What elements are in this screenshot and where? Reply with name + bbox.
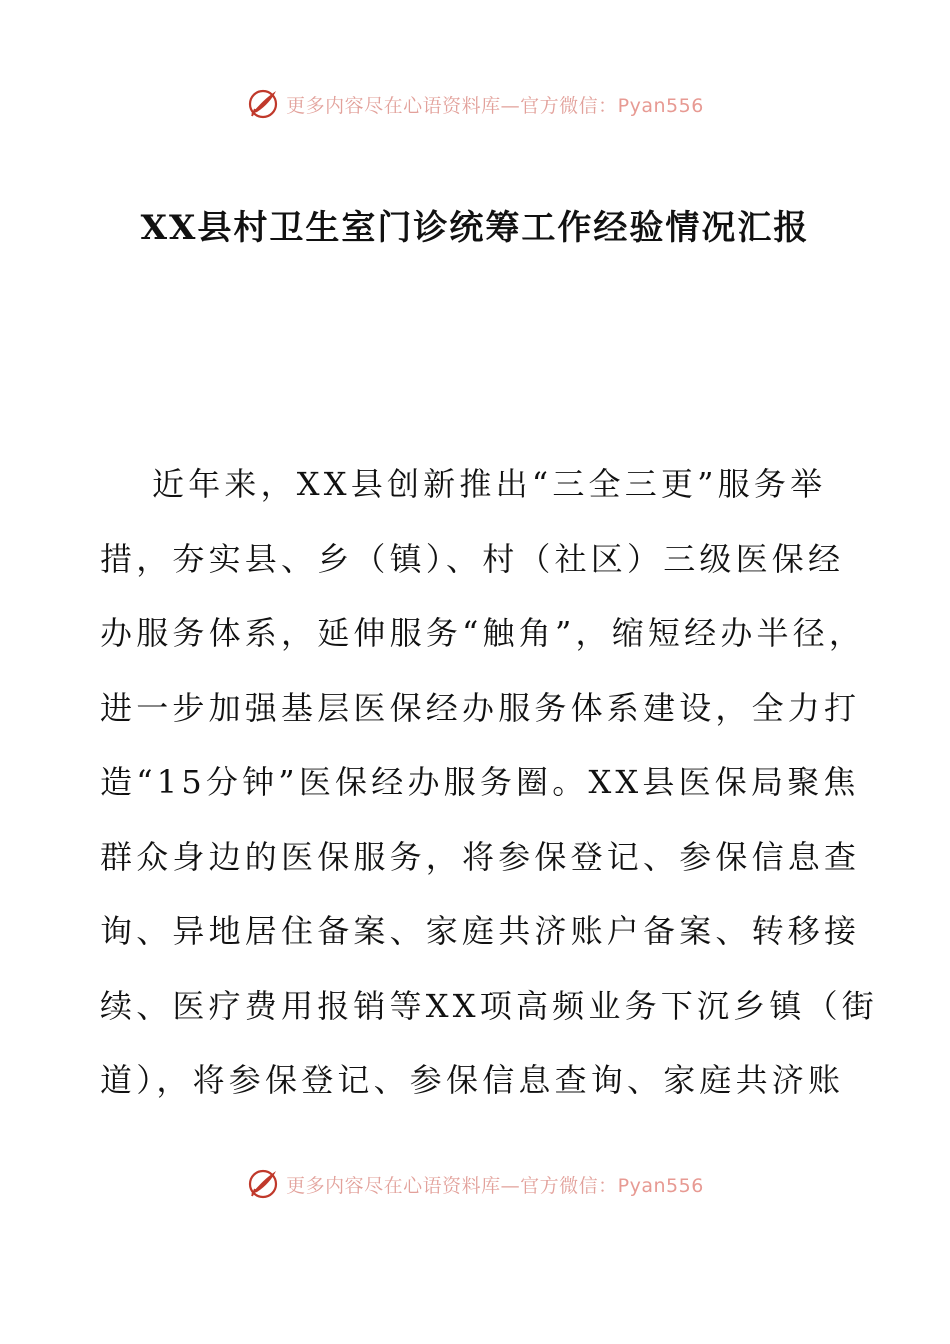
document-title: XX县村卫生室门诊统筹工作经验情况汇报 <box>140 208 810 248</box>
paragraph-line: 续、医疗费用报销等XX项高频业务下沉乡镇（街 <box>100 986 878 1025</box>
watermark-text: 更多内容尽在心语资料库—官方微信：Pyan556 <box>286 1174 704 1197</box>
paragraph-line: 群众身边的医保服务，将参保登记、参保信息查 <box>100 837 861 876</box>
watermark-text: 更多内容尽在心语资料库—官方微信：Pyan556 <box>286 94 704 117</box>
paragraph-line: 办服务体系，延伸服务“触角”，缩短经办半径， <box>100 614 866 652</box>
quill-pen-logo-icon <box>246 1167 280 1201</box>
paragraph-line: 造“15分钟”医保经办服务圈。XX县医保局聚焦 <box>100 763 860 801</box>
paragraph-line: 近年来，XX县创新推出“三全三更”服务举 <box>152 465 827 503</box>
header-watermark <box>0 84 950 124</box>
paragraph-line: 道），将参保登记、参保信息查询、家庭共济账 <box>100 1061 845 1099</box>
paragraph-line: 措，夯实县、乡（镇）、村（社区）三级医保经 <box>100 539 845 578</box>
footer-watermark <box>0 1164 950 1204</box>
paragraph-line: 进一步加强基层医保经办服务体系建设，全力打 <box>100 688 861 727</box>
paragraph-line: 询、异地居住备案、家庭共济账户备案、转移接 <box>100 912 861 950</box>
document-body <box>100 447 878 1118</box>
quill-pen-logo-icon <box>246 87 280 121</box>
